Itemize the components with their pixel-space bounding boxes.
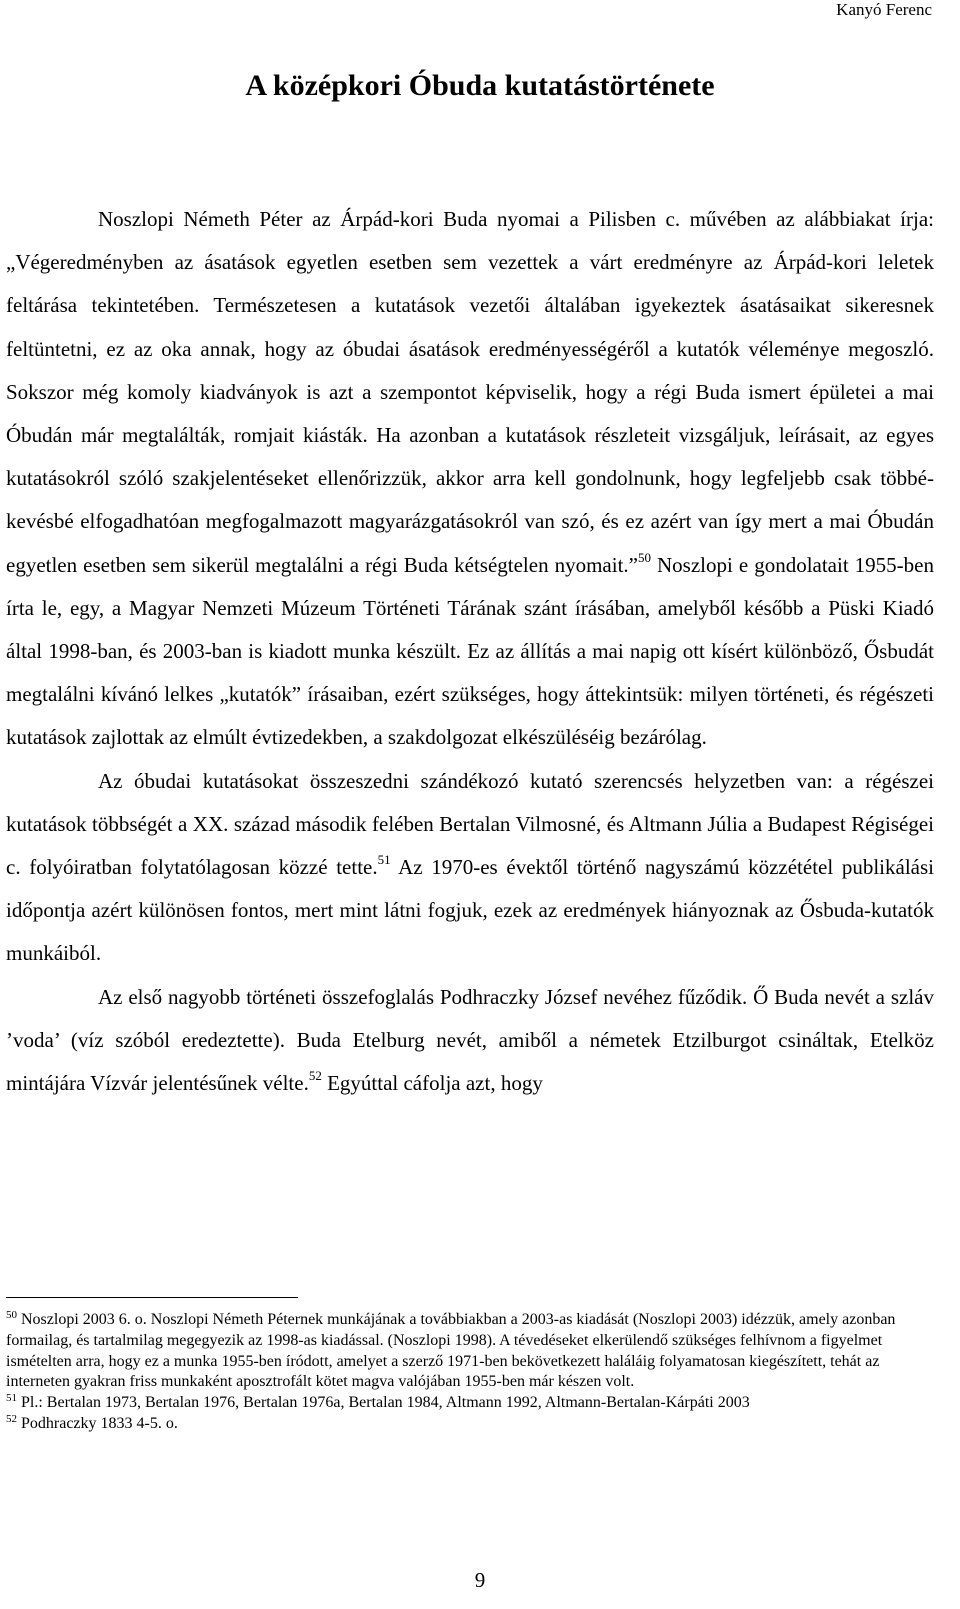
footnote-number: 52 xyxy=(6,1412,17,1425)
footnote-text: Noszlopi 2003 6. o. Noszlopi Németh Péternek munkájának a továbbiakban a 2003-as kiadását (Noszlopi 2003) idézzük, amely azonban formailag, és tartalmilag megegyezik az 1998-as kiadással. (Noszlopi 1998). A tévedéseket elkerülendő szükséges felhívnom a figyelmet ismételten arra, hogy ez a munka 1955-ben íródott, amelyet a szerző 1971-ben bekövetkezett haláláig folyamatosan kiegészített, tehát az interneten gyakran friss munkaként aposztrofált kötet magva valójában 1955-ben már készen volt. xyxy=(6,1311,896,1391)
paragraph-2-text: Az óbudai kutatásokat összeszedni szándékozó kutató szerencsés helyzetben van: a régészei kutatások többségét a XX. század második felében Bertalan Vilmosné, és Altmann Júlia a Budapest Régiségei c. folyóiratban folytatólagosan közzé tette. xyxy=(6,768,934,880)
page-number: 9 xyxy=(474,1568,486,1592)
running-header-author: Kanyó Ferenc xyxy=(836,0,932,19)
paragraph-3-text-after: Egyúttal cáfolja azt, hogy xyxy=(321,1071,543,1096)
footnote-number: 50 xyxy=(6,1309,17,1321)
footnote-51 xyxy=(6,1393,930,1414)
footnotes xyxy=(6,1310,930,1435)
footnote-ref-51[interactable]: 51 xyxy=(377,852,391,868)
page-title: A középkori Óbuda kutatástörténete xyxy=(245,69,715,102)
paragraph-2-text-after: Az 1970-es évektől történő nagyszámú közzététel publikálási időpontja azért különösen fontos, mert mint látni fogjuk, ezek az eredmények hiányoznak az Ősbuda-kutatók munkáiból. xyxy=(6,855,934,966)
body-text xyxy=(6,198,934,1105)
paragraph-1 xyxy=(6,198,934,760)
paragraph-3-text: Az első nagyobb történeti összefoglalás Podhraczky József nevéhez fűződik. Ő Buda nevét a szláv ’voda’ (víz szóból eredeztette). Buda Etelburg nevét, amiből a németek Etzilburgot csináltak, Etelköz mintájára Vízvár jelentésűnek vélte. xyxy=(6,984,934,1096)
footnote-number: 51 xyxy=(6,1392,17,1405)
footnote-ref-52[interactable]: 52 xyxy=(308,1068,322,1084)
paragraph-1-text: Noszlopi Németh Péter az Árpád-kori Buda nyomai a Pilisben c. művében az alábbiakat írja: „Végeredményben az ásatások egyetlen esetben sem vezettek a várt eredményre az Árpád-kori leletek feltárása tekintetében. Természetesen a kutatások vezetői általában igyekeztek ásatásaikat sikeresnek feltüntetni, ez az oka annak, hogy az óbudai ásatások eredményességéről a kutatók véleménye megoszló. Sokszor még komoly kiadványok is azt a szempontot képviselik, hogy a régi Buda ismert épületei a mai Óbudán már megtalálták, romjait kiásták. Ha azonban a kutatások részleteit vizsgáljuk, leírásait, az egyes kutatásokról szóló szakjelentéseket ellenőrizzük, akkor arra kell gondolnunk, hogy legfeljebb csak többé-kevésbé elfogadhatóan megfogalmazott magyarázgatásokról van szó, és ez azért van így mert a mai Óbudán egyetlen esetben sem sikerül megtalálni a régi Buda kétségtelen nyomait.” xyxy=(6,207,934,577)
paragraph-2 xyxy=(6,760,934,976)
footnote-text: Pl.: Bertalan 1973, Bertalan 1976, Bertalan 1976a, Bertalan 1984, Altmann 1992, Altmann-Bertalan-Kárpáti 2003 xyxy=(17,1394,750,1412)
footnote-ref-50[interactable]: 50 xyxy=(638,549,651,565)
paragraph-1-text-after: Noszlopi e gondolatait 1955-ben írta le, egy, a Magyar Nemzeti Múzeum Történeti Tárának szánt írásában, amelyből később a Püski Kiadó által 1998-ban, és 2003-ban is kiadott munka készült. Ez az állítás a mai napig ott kísért különböző, Ősbudát megtalálni kívánó lelkes „kutatók” írásaiban, ezért szükséges, hogy áttekintsük: milyen történeti, és régészeti kutatások zajlottak az elmúlt évtizedekben, a szakdolgozat elkészüléséig bezárólag. xyxy=(6,552,934,750)
footnote-50 xyxy=(6,1310,930,1393)
paragraph-3 xyxy=(6,976,934,1106)
footnote-52 xyxy=(6,1414,930,1435)
footnote-text: Podhraczky 1833 4-5. o. xyxy=(17,1414,178,1432)
footnote-separator xyxy=(6,1297,298,1298)
